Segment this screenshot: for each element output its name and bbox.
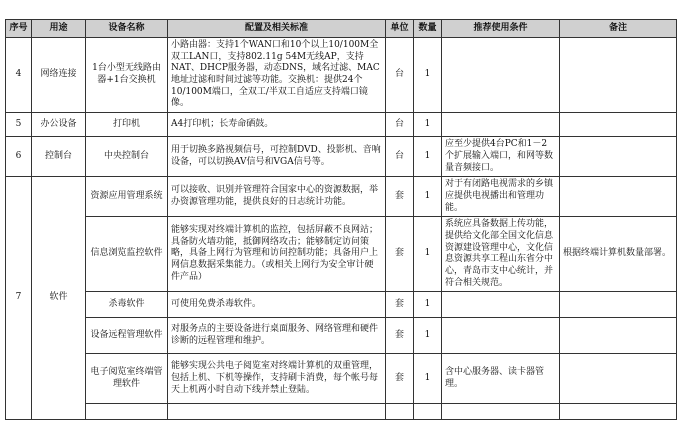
cell-device: 1台小型无线路由器+1台交换机	[86, 38, 168, 113]
table-row	[6, 137, 677, 177]
cell-use: 办公设备	[32, 113, 86, 137]
cell-cond	[442, 318, 560, 354]
cell-config: A4打印机；长寿命硒鼓。	[168, 113, 386, 137]
cell-cond	[442, 292, 560, 318]
cell-qty: 1	[414, 113, 442, 137]
cell-qty: 1	[414, 217, 442, 292]
cell-empty	[414, 404, 442, 420]
cell-seq: 4	[6, 38, 32, 113]
cell-config: 可使用免费杀毒软件。	[168, 292, 386, 318]
cell-use: 网络连接	[32, 38, 86, 113]
table-row	[6, 113, 677, 137]
cell-config: 用于切换多路视频信号，可控制DVD、投影机、音响设备，可以切换AV信号和VGA信号等。	[168, 137, 386, 177]
cell-unit: 台	[386, 137, 414, 177]
cell-note	[560, 113, 677, 137]
header-config: 配置及相关标准	[168, 20, 386, 38]
header-use: 用途	[32, 20, 86, 38]
cell-config: 能够实现公共电子阅览室对终端计算机的双重管理，包括上机、下机等操作，支持刷卡消费，每个帐号每天上机两小时自动下线并禁止登陆。	[168, 354, 386, 404]
cell-device: 杀毒软件	[86, 292, 168, 318]
cell-config: 小路由器：支持1个WAN口和10个以上10/100M全双工LAN口，支持802.11g 54M无线AP，支持NAT、DHCP服务器，动态DNS，域名过滤、MAC地址过滤和时间过滤等功能。交换机：提供24个10/100M端口，全双工/半双工自适应支持端口镜像。	[168, 38, 386, 113]
cell-device: 电子阅览室终端管理软件	[86, 354, 168, 404]
cell-device: 设备远程管理软件	[86, 318, 168, 354]
cell-seq: 5	[6, 113, 32, 137]
table-row	[6, 177, 677, 217]
equipment-table	[5, 19, 677, 420]
cell-empty	[386, 404, 414, 420]
cell-unit: 套	[386, 217, 414, 292]
cell-empty	[442, 404, 560, 420]
cell-use: 软件	[32, 177, 86, 420]
table-row-empty	[6, 404, 677, 420]
header-unit: 单位	[386, 20, 414, 38]
cell-note	[560, 137, 677, 177]
cell-unit: 套	[386, 292, 414, 318]
cell-empty	[560, 404, 677, 420]
cell-empty	[86, 404, 168, 420]
cell-config: 对服务点的主要设备进行桌面服务、网络管理和硬件诊断的远程管理和维护。	[168, 318, 386, 354]
cell-qty: 1	[414, 318, 442, 354]
cell-note	[560, 354, 677, 404]
cell-cond: 应至少提供4台PC和1－2个扩展输入端口，和网等数量音频接口。	[442, 137, 560, 177]
table-row	[6, 318, 677, 354]
header-cond: 推荐使用条件	[442, 20, 560, 38]
cell-device: 打印机	[86, 113, 168, 137]
cell-empty	[168, 404, 386, 420]
cell-cond: 含中心服务器、读卡器管理。	[442, 354, 560, 404]
equipment-table-sheet	[5, 19, 676, 420]
cell-note: 根据终端计算机数量部署。	[560, 217, 677, 292]
cell-cond	[442, 113, 560, 137]
cell-config: 能够实现对终端计算机的监控，包括屏蔽不良网站；具备防火墙功能，抵御网络攻击；能够制定访问策略，具备上网行为管理和访问控制功能；具备用户上网信息数据采集能力。（或相关上网行为安全审计硬件产品）	[168, 217, 386, 292]
cell-qty: 1	[414, 292, 442, 318]
cell-unit: 台	[386, 38, 414, 113]
cell-unit: 套	[386, 318, 414, 354]
cell-device: 信息浏览监控软件	[86, 217, 168, 292]
header-seq: 序号	[6, 20, 32, 38]
header-device: 设备名称	[86, 20, 168, 38]
cell-device: 资源应用管理系统	[86, 177, 168, 217]
cell-use: 控制台	[32, 137, 86, 177]
header-note: 备注	[560, 20, 677, 38]
cell-qty: 1	[414, 137, 442, 177]
cell-unit: 套	[386, 177, 414, 217]
cell-cond	[442, 38, 560, 113]
cell-unit: 套	[386, 354, 414, 404]
cell-qty: 1	[414, 38, 442, 113]
header-row	[6, 20, 677, 38]
cell-note	[560, 318, 677, 354]
cell-config: 可以接收、识别并管理符合国家中心的资源数据，举办资源管理功能，提供良好的日志统计功能。	[168, 177, 386, 217]
cell-unit: 台	[386, 113, 414, 137]
table-row	[6, 292, 677, 318]
cell-note	[560, 177, 677, 217]
cell-qty: 1	[414, 177, 442, 217]
cell-cond: 系统应具备数据上传功能，提供给文化部全国文化信息资源建设管理中心，文化信息资源共享工程山东省分中心，青岛市支中心统计，并符合相关规范。	[442, 217, 560, 292]
cell-qty: 1	[414, 354, 442, 404]
cell-note	[560, 38, 677, 113]
table-row	[6, 354, 677, 404]
cell-cond: 对于有闭路电视需求的乡镇应提供电视播出和管理功能。	[442, 177, 560, 217]
cell-device: 中央控制台	[86, 137, 168, 177]
table-row	[6, 217, 677, 292]
header-qty: 数量	[414, 20, 442, 38]
cell-note	[560, 292, 677, 318]
cell-seq: 6	[6, 137, 32, 177]
table-row	[6, 38, 677, 113]
cell-seq: 7	[6, 177, 32, 420]
